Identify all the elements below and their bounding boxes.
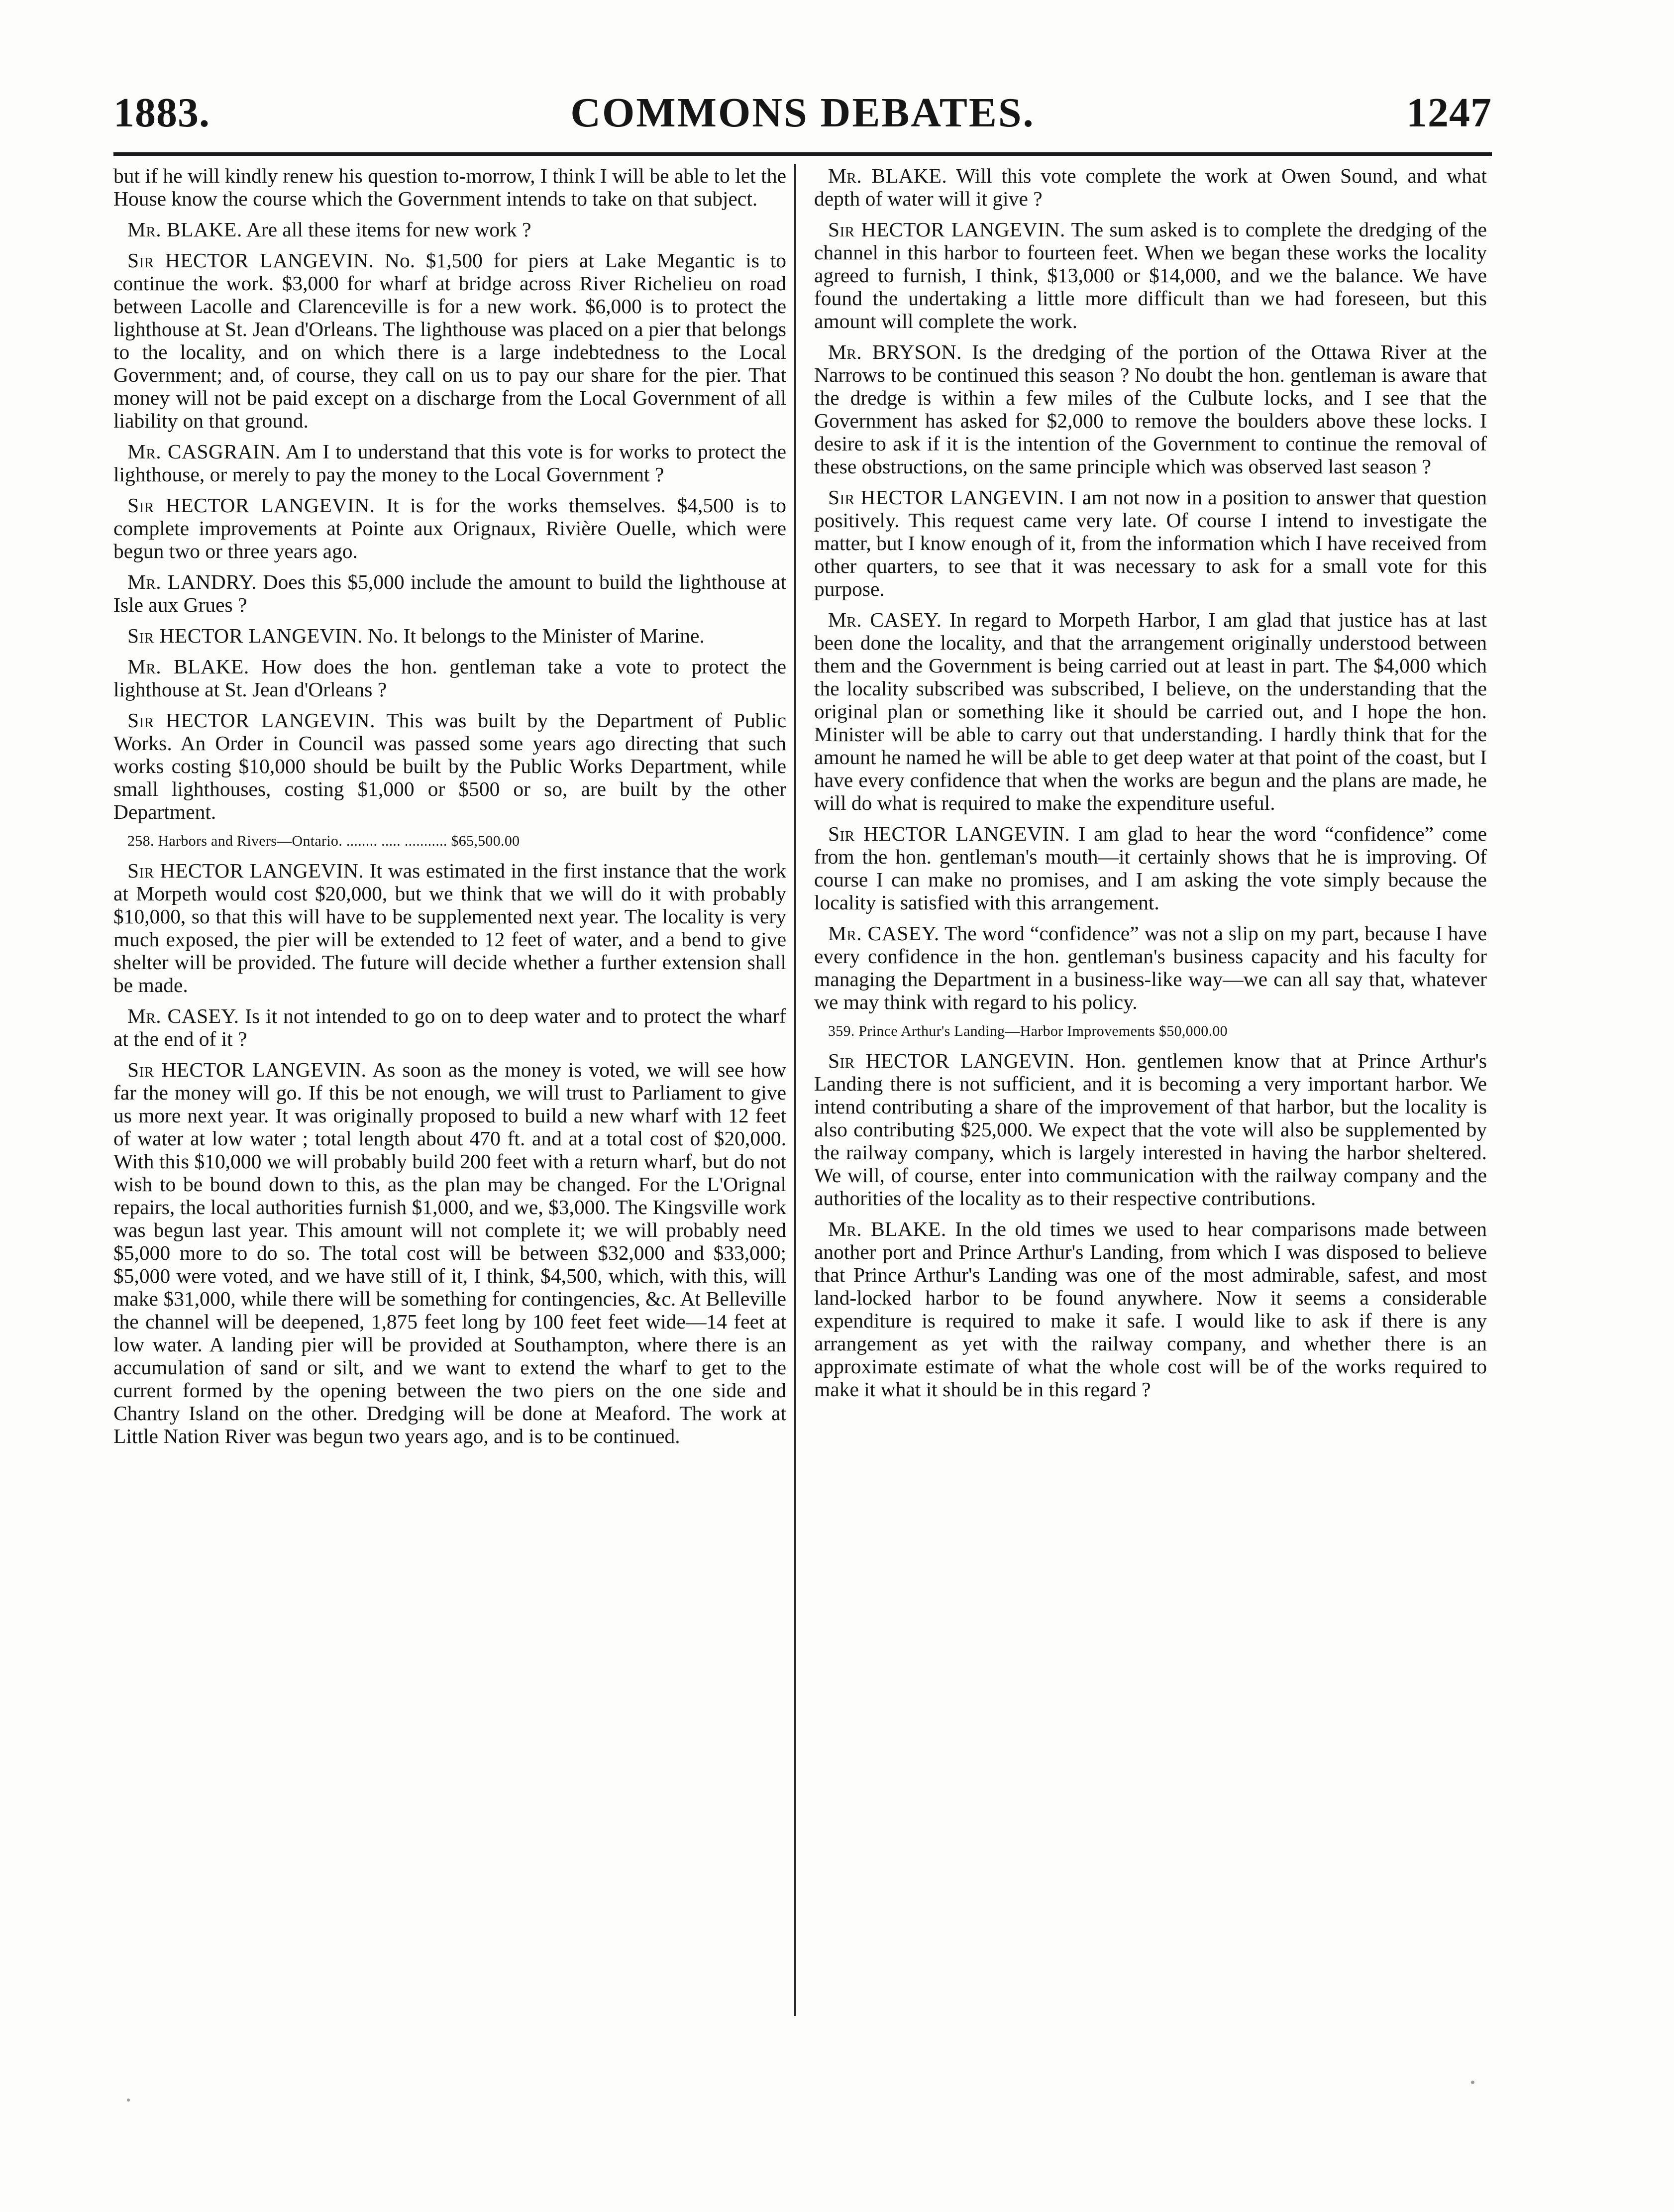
scan-speck	[1471, 2081, 1474, 2084]
paragraph-text: It is for the works themselves. $4,500 is to complete improvements at Pointe aux Orignaux, Rivière Ouelle, which were begun two or three years ago.	[113, 494, 787, 562]
speaker-name: Mr. CASEY.	[828, 608, 942, 631]
paragraph-text: but if he will kindly renew his question to-morrow, I think I will be able to let the House know the course which the Government intends to take on that subject.	[113, 164, 786, 210]
speaker-name: Sir HECTOR LANGEVIN.	[828, 486, 1064, 509]
paragraph-text: No. It belongs to the Minister of Marine.	[362, 624, 705, 647]
vote-amount: $50,000.00	[1155, 1023, 1228, 1039]
paragraph	[814, 218, 1487, 332]
paragraph-text: This was built by the Department of Public Works. An Order in Council was passed some years ago directing that such works costing $10,000 should be built by the Public Works Department, while small lighthouses, costing $1,000 or $500 or so, are built by the other Department.	[113, 709, 786, 823]
speaker-name: Sir HECTOR LANGEVIN.	[828, 1049, 1075, 1072]
paragraph-text: How does the hon. gentleman take a vote to protect the lighthouse at St. Jean d'Orleans ?	[113, 655, 786, 701]
speaker-name: Mr. CASEY.	[127, 1004, 239, 1027]
paragraph-text: The word “confidence” was not a slip on my part, because I have every confidence in the hon. gentleman's business capacity and his faculty for managing the Department in a business-like way—we can all say that, whatever we may think with regard to his policy.	[814, 922, 1487, 1013]
speaker-name: Mr. BRYSON.	[828, 340, 962, 363]
vote-item	[113, 831, 786, 851]
vote-label: 258. Harbors and Rivers—Ontario.	[127, 833, 343, 849]
header-rule	[113, 152, 1492, 156]
speaker-name: Sir HECTOR LANGEVIN.	[127, 859, 364, 882]
speaker-name: Sir HECTOR LANGEVIN.	[127, 709, 375, 732]
paragraph-text: No. $1,500 for piers at Lake Megantic is to continue the work. $3,000 for wharf at bridge across River Richelieu on road between Lacolle and Clarenceville is for a new work. $6,000 is to protect the lighthouse at St. Jean d'Orleans. The lighthouse was placed on a pier that belongs to the locality, and on which there is a large indebtedness to the Local Government; and, of course, they call on us to pay our share for the pier. That money will not be paid except on a discharge from the Local Government of all liability on that ground.	[113, 249, 786, 432]
speaker-name: Sir HECTOR LANGEVIN.	[127, 494, 375, 517]
right-column	[814, 164, 1487, 1409]
vote-leader: ........ ..... ...........	[342, 833, 451, 849]
paragraph	[814, 608, 1487, 814]
paragraph	[113, 570, 786, 616]
paragraph-text: I am glad to hear the word “confidence” come from the hon. gentleman's mouth—it certainly shows that he is improving. Of course I can make no promises, and I am asking the vote simply because the locality is satisfied with this arrangement.	[814, 822, 1487, 914]
scan-speck	[127, 2099, 130, 2101]
paragraph	[113, 1004, 786, 1050]
paragraph-text: It was estimated in the first instance that the work at Morpeth would cost $20,000, but we think that we will do it with probably $10,000, so that this will have to be supplemented next year. The locality is very much exposed, the pier will be extended to 12 feet of water, and a bend to give shelter will be provided. The future will decide whether a further extension shall be made.	[113, 859, 787, 996]
paragraph	[814, 486, 1487, 600]
column-divider	[794, 164, 796, 2016]
paragraph-text: I am not now in a position to answer that question positively. This request came very late. Of course I intend to investigate the matter, but I know enough of it, from the information which I have received from other quarters, to see that it was necessary to ask for a small vote for this purpose.	[814, 486, 1487, 600]
speaker-name: Sir HECTOR LANGEVIN.	[127, 249, 374, 272]
vote-label: 359. Prince Arthur's Landing—Harbor Improvements	[828, 1023, 1155, 1039]
paragraph-text: Hon. gentlemen know that at Prince Arthur's Landing there is not sufficient, and it is becoming a very important harbor. We intend contributing a share of the improvement of that harbor, but the locality is also contributing $25,000. We expect that the vote will also be supplemented by the railway company, which is largely interested in having the harbor sheltered. We will, of course, enter into communication with the railway company and the authorities of the locality as to their respective contributions.	[814, 1049, 1487, 1210]
page-number: 1247	[1406, 90, 1492, 136]
paragraph	[113, 218, 786, 241]
speaker-name: Mr. BLAKE.	[127, 655, 249, 678]
speaker-name: Mr. CASEY.	[828, 922, 940, 945]
paragraph	[814, 340, 1487, 478]
speaker-name: Mr. BLAKE.	[828, 1217, 946, 1240]
speaker-name: Mr. LANDRY.	[127, 570, 257, 593]
paragraph	[113, 624, 786, 647]
paragraph	[113, 655, 786, 701]
speaker-name: Sir HECTOR LANGEVIN.	[828, 822, 1070, 845]
paragraph	[814, 822, 1487, 914]
paragraph	[113, 494, 786, 562]
paragraph	[113, 249, 786, 432]
left-column	[113, 164, 786, 1455]
paragraph-text: In the old times we used to hear comparisons made between another port and Prince Arthur's Landing, from which I was disposed to believe that Prince Arthur's Landing was one of the most admirable, safest, and most land-locked harbor to be found anywhere. Now it seems a considerable expenditure is required to make it safe. I would like to ask if there is any arrangement as yet with the railway company, and whether there is an approximate estimate of what the whole cost will be of the works required to make it what it should be in this regard ?	[814, 1217, 1487, 1401]
paragraph-text: In regard to Morpeth Harbor, I am glad that justice has at last been done the locality, and that the arrangement originally understood between them and the Government is being carried out at least in part. The $4,000 which the locality subscribed was subscribed, I believe, on the understanding that the original plan or something like it should be carried out, and I hope the hon. Minister will be able to carry out that understanding. I hardly think that for the amount he named he will be able to get deep water at that point of the coast, but I have every confidence that when the works are begun and the plans are made, he will do what is required to make the expenditure useful.	[814, 608, 1487, 814]
paragraph-text: As soon as the money is voted, we will see how far the money will go. If this be not enough, we will trust to Parliament to give us more next year. It was originally proposed to build a new wharf with 12 feet of water at low water ; total length about 470 ft. and at a total cost of $20,000. With this $10,000 we will probably build 200 feet with a return wharf, but do not wish to be bound down to this, as the plan may be changed. For the L'Orignal repairs, the local authorities furnish $1,000, and we, $3,000. The Kingsville work was begun last year. This amount will not complete it; we will probably need $5,000 more to do so. The total cost will be between $32,000 and $33,000; $5,000 were voted, and we have still of it, I think, $4,500, which, with this, will make $31,000, while there will be something for contingencies, &c. At Belleville the channel will be deepened, 1,875 feet long by 100 feet feet wide—14 feet at low water. A landing pier will be provided at Southampton, where there is an accumulation of sand or silt, and we want to extend the wharf to get to the current formed by the opening between the two piers on the one side and Chantry Island on the other. Dredging will be done at Meaford. The work at Little Nation River was begun two years ago, and is to be continued.	[113, 1058, 786, 1447]
paragraph	[814, 1217, 1487, 1401]
page-title: COMMONS DEBATES.	[570, 90, 1035, 136]
speaker-name: Mr. BLAKE.	[828, 164, 947, 187]
speaker-name: Mr. BLAKE.	[127, 218, 242, 241]
paragraph-text: The sum asked is to complete the dredging of the channel in this harbor to fourteen feet. When we began these works the locality agreed to furnish, I think, $13,000 or $14,000, and we the balance. We have found the undertaking a little more difficult than we had foreseen, but this amount will complete the work.	[814, 218, 1487, 332]
speaker-name: Sir HECTOR LANGEVIN.	[127, 1058, 367, 1081]
paragraph	[113, 709, 786, 823]
paragraph-text: Is the dredging of the portion of the Ottawa River at the Narrows to be continued this season ? No doubt the hon. gentleman is aware that the dredge is within a few miles of the Culbute locks, and I see that the Government has asked for $2,000 to remove the boulders above these locks. I desire to ask if it is the intention of the Government to continue the removal of these obstructions, on the same principle which was observed last season ?	[814, 340, 1487, 478]
paragraph-text: Are all these items for new work ?	[242, 218, 531, 241]
speaker-name: Sir HECTOR LANGEVIN.	[828, 218, 1065, 241]
header-year: 1883.	[113, 90, 210, 136]
paragraph	[113, 859, 786, 996]
paragraph	[814, 164, 1487, 210]
paragraph	[814, 922, 1487, 1013]
paragraph	[814, 1049, 1487, 1210]
speaker-name: Sir HECTOR LANGEVIN.	[127, 624, 363, 647]
vote-amount: $65,500.00	[451, 833, 520, 849]
paragraph	[113, 1058, 786, 1447]
page-header	[113, 86, 1492, 145]
paragraph-text: Am I to understand that this vote is for works to protect the lighthouse, or merely to pay the money to the Local Government ?	[113, 440, 786, 486]
paragraph	[113, 440, 786, 486]
paragraph-text: Is it not intended to go on to deep water and to protect the wharf at the end of it ?	[113, 1004, 786, 1050]
paragraph	[113, 164, 786, 210]
paragraph-text: Will this vote complete the work at Owen Sound, and what depth of water will it give ?	[814, 164, 1487, 210]
vote-item	[814, 1021, 1487, 1041]
paragraph-text: Does this $5,000 include the amount to build the lighthouse at Isle aux Grues ?	[113, 570, 787, 616]
speaker-name: Mr. CASGRAIN.	[127, 440, 281, 463]
